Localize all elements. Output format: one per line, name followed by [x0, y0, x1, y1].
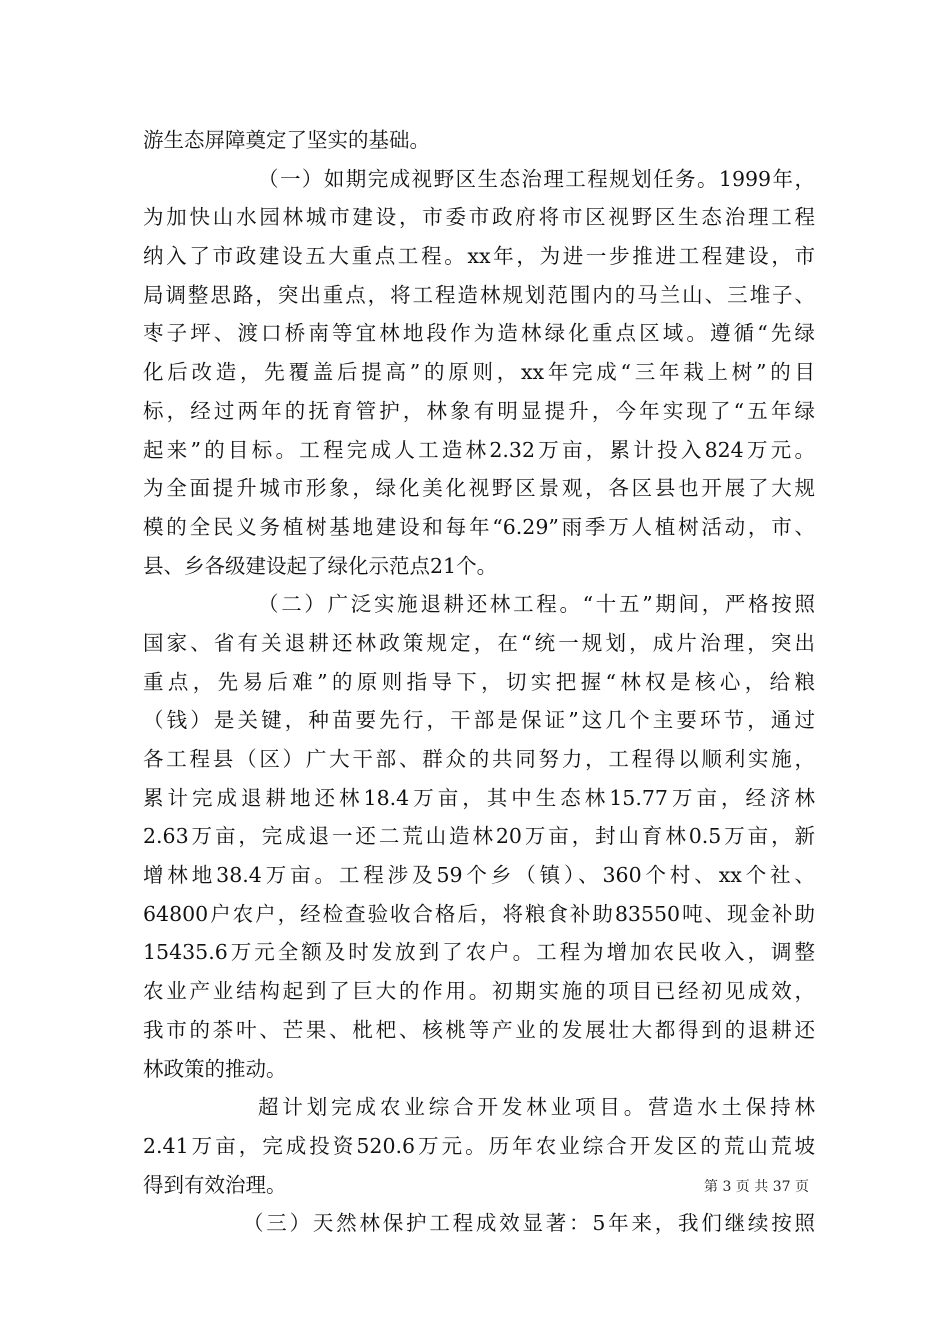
text-line: 为加快山水园林城市建设，市委市政府将市区视野区生态治理工程	[143, 205, 815, 230]
text-line: 枣子坪、渡口桥南等宜林地段作为造林绿化重点区域。遵循“先绿	[143, 321, 815, 346]
text-line: 重点，先易后难”的原则指导下，切实把握“林权是核心，给粮	[143, 669, 815, 694]
body-text	[143, 121, 815, 1243]
text-line: （钱）是关键，种苗要先行，干部是保证”这几个主要环节，通过	[143, 708, 815, 733]
text-line: （三）天然林保护工程成效显著：5年来，我们继续按照	[243, 1211, 815, 1236]
text-line: 国家、省有关退耕还林政策规定，在“统一规划，成片治理，突出	[143, 630, 815, 655]
text-line: 模的全民义务植树基地建设和每年“6.29”雨季万人植树活动，市、	[143, 514, 815, 539]
text-line: 增林地38.4万亩。工程涉及59个乡（镇）、360个村、xx个社、	[143, 863, 815, 888]
text-line: 64800户农户，经检查验收合格后，将粮食补助83550吨、现金补助	[143, 901, 815, 926]
text-line: 2.41万亩，完成投资520.6万元。历年农业综合开发区的荒山荒坡	[143, 1133, 815, 1158]
page-number-footer: 第 3 页 共 37 页	[704, 1179, 809, 1195]
text-line: 化后改造，先覆盖后提高”的原则，xx年完成“三年栽上树”的目	[143, 360, 815, 385]
text-line: （一）如期完成视野区生态治理工程规划任务。1999年，	[258, 166, 815, 191]
text-line: 各工程县（区）广大干部、群众的共同努力，工程得以顺利实施，	[143, 747, 815, 771]
text-line: 起来”的目标。工程完成人工造林2.32万亩，累计投入824万元。	[143, 437, 815, 462]
text-line: 标，经过两年的抚育管护，林象有明显提升，今年实现了“五年绿	[143, 398, 815, 423]
text-line: 15435.6万元全额及时发放到了农户。工程为增加农民收入，调整	[143, 940, 815, 965]
text-line: 农业产业结构起到了巨大的作用。初期实施的项目已经初见成效，	[143, 979, 815, 1004]
text-line: 林政策的推动。	[143, 1056, 287, 1081]
text-line: 2.63万亩，完成退一还二荒山造林20万亩，封山育林0.5万亩，新	[143, 824, 815, 849]
text-line: 我市的茶叶、芒果、枇杷、核桃等产业的发展壮大都得到的退耕还	[143, 1017, 815, 1042]
text-line: （二）广泛实施退耕还林工程。“十五”期间，严格按照	[258, 592, 815, 617]
text-line: 累计完成退耕地还林18.4万亩，其中生态林15.77万亩，经济林	[143, 785, 815, 810]
text-line: 局调整思路，突出重点，将工程造林规划范围内的马兰山、三堆子、	[143, 282, 815, 307]
text-line: 县、乡各级建设起了绿化示范点21个。	[143, 553, 498, 578]
text-line: 纳入了市政建设五大重点工程。xx年，为进一步推进工程建设，市	[143, 244, 815, 269]
text-line: 为全面提升城市形象，绿化美化视野区景观，各区县也开展了大规	[143, 476, 815, 501]
text-line: 游生态屏障奠定了坚实的基础。	[143, 128, 430, 152]
text-line: 超计划完成农业综合开发林业项目。营造水土保持林	[258, 1095, 815, 1120]
text-line: 得到有效治理。	[143, 1172, 287, 1197]
